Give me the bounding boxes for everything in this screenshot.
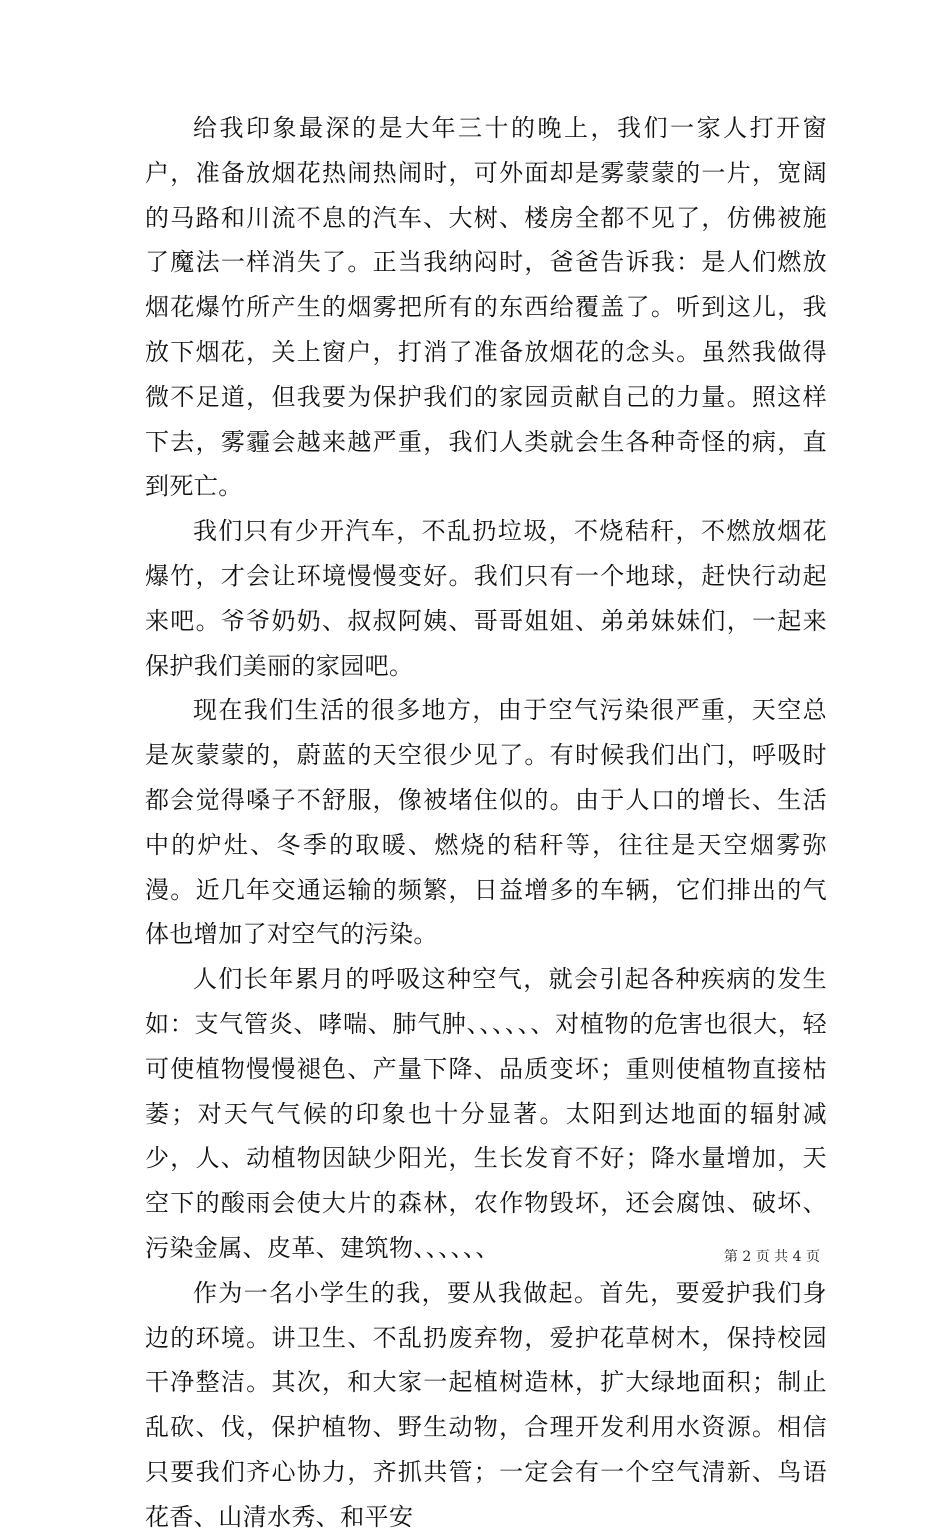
paragraph-5: 作为一名小学生的我，要从我做起。首先，要爱护我们身边的环境。讲卫生、不乱扔废弃物，爱护花草树木，保持校园干净整洁。其次，和大家一起植树造林，扩大绿地面积；制止乱砍、伐，保护植物、野生动物，合理开发利用水资源。相信只要我们齐心协力，齐抓共管；一定会有一个空气清新、鸟语花香、山清水秀、和平安 [145,1278,827,1531]
paragraph-1: 给我印象最深的是大年三十的晚上，我们一家人打开窗户，准备放烟花热闹热闹时，可外面却是雾蒙蒙的一片，宽阔的马路和川流不息的汽车、大树、楼房全都不见了，仿佛被施了魔法一样消失了。正当我纳闷时，爸爸告诉我：是人们燃放烟花爆竹所产生的烟雾把所有的东西给覆盖了。听到这儿，我放下烟花，关上窗户，打消了准备放烟花的念头。虽然我做得微不足道，但我要为保护我们的家园贡献自己的力量。照这样下去，雾霾会越来越严重，我们人类就会生各种奇怪的病，直到死亡。 [145,114,827,501]
paragraph-2: 我们只有少开汽车，不乱扔垃圾，不烧秸秆，不燃放烟花爆竹，才会让环境慢慢变好。我们只有一个地球，赶快行动起来吧。爷爷奶奶、叔叔阿姨、哥哥姐姐、弟弟妹妹们，一起来保护我们美丽的家园吧。 [145,517,827,680]
paragraph-4: 人们长年累月的呼吸这种空气，就会引起各种疾病的发生如：支气管炎、哮喘、肺气肿、、、、、、对植物的危害也很大，轻可使植物慢慢褪色、产量下降、品质变坏；重则使植物直接枯萎；对天气气候的印象也十分显著。太阳到达地面的辐射减少，人、动植物因缺少阳光，生长发育不好；降水量增加，天空下的酸雨会使大片的森林，农作物毁坏，还会腐蚀、破坏、污染金属、皮革、建筑物、、、、、、 [145,965,827,1262]
paragraph-3: 现在我们生活的很多地方，由于空气污染很严重，天空总是灰蒙蒙的，蔚蓝的天空很少见了。有时候我们出门，呼吸时都会觉得嗓子不舒服，像被堵住似的。由于人口的增长、生活中的炉灶、冬季的取暖、燃烧的秸秆等，往往是天空烟雾弥漫。近几年交通运输的频繁，日益增多的车辆，它们排出的气体也增加了对空气的污染。 [145,696,827,949]
body-text [145,106,827,1540]
page-number-footer: 第 2 页 共 4 页 [723,1249,820,1265]
